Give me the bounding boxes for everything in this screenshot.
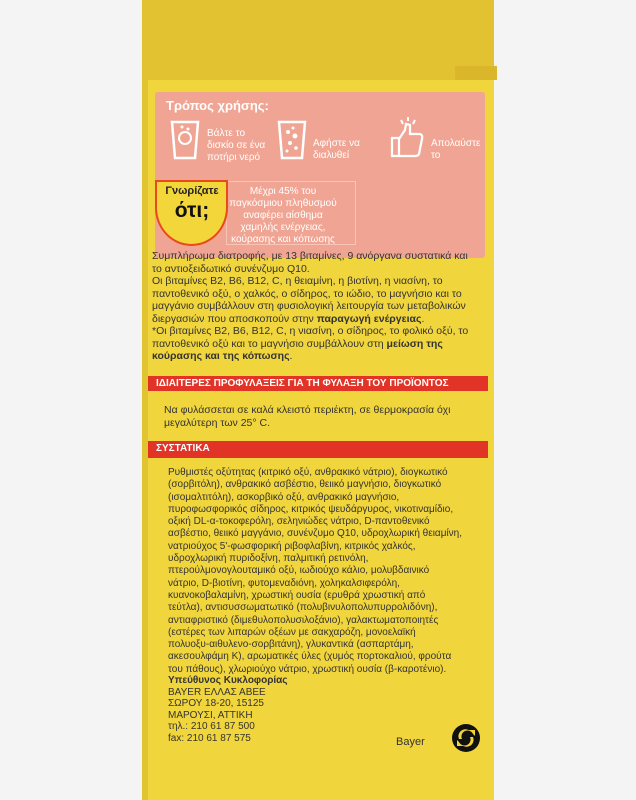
ingredient-line: Ρυθμιστές οξύτητας (κιτρικό οξύ, ανθρακικό νάτριο), διογκωτικό bbox=[168, 467, 448, 478]
ingredients-list bbox=[168, 467, 468, 676]
ingredient-line: του πάθους), χλωριούχο νάτριο, χρωστική ουσία (β-καροτένιο). bbox=[168, 663, 447, 675]
usage-title: Τρόπος χρήσης: bbox=[166, 98, 269, 113]
storage-text: Να φυλάσσεται σε καλά κλειστό περιέκτη, σε θερμοκρασία όχι μεγαλύτερη των 25° C. bbox=[164, 404, 451, 429]
step-2-text: Αφήστε να διαλυθεί bbox=[313, 138, 360, 161]
box-edge bbox=[142, 80, 148, 800]
ingredient-line: νατριούχος 5'-φωσφορική ριβοφλαβίνη, κιτρικός χαλκός, bbox=[168, 540, 416, 552]
step-3-text: Απολαύστε το bbox=[431, 138, 481, 161]
ingredient-line: πτερούλμονογλουταμικό οξύ, ιωδιούχο κάλιο, μολυβδαινικό bbox=[168, 565, 430, 577]
ingredient-line: (σορβιτόλη), ανθρακικό ασβέστιο, θειικό μαγνήσιο, διογκωτικό bbox=[168, 479, 442, 491]
ingredient-line: νάτριο, D-βιοτίνη, φυτομεναδιόνη, χοληκαλσιφερόλη, bbox=[168, 577, 400, 589]
responsible-info: Υπεύθυνος Κυκλοφορίας BAYER ΕΛΛΑΣ ΑΒΕΕ ΣΩΡΟΥ 18-20, 15125 ΜΑΡΟΥΣΙ, ΑΤΤΙΚΗ τηλ.: 210 61 87 500 fax: 210 61 87 575 bbox=[168, 675, 288, 744]
did-you-know-fact: Μέχρι 45% του παγκόσμιου πληθυσμού αναφέρει αίσθημα χαμηλής ενέργειας, κούρασης και κόπωσης bbox=[229, 186, 337, 245]
ingredient-line: κυανοκοβαλαμίνη, χρωστική ουσία (ερυθρά χρωστική από bbox=[168, 589, 426, 601]
glass-dissolving-icon bbox=[275, 118, 309, 165]
brand-name: Bayer bbox=[396, 736, 425, 748]
ingredient-line: πυροφωσφορικός σίδηρος, κιτρικός ψευδάργυρος, νικοτιναμίδιο, bbox=[168, 503, 454, 515]
box-tab bbox=[455, 66, 497, 80]
ingredient-line: αντιαφριστικό (διμεθυλοπολυσιλοξάνιο), γαλακτωματοποιητές bbox=[168, 614, 439, 626]
ingredient-line: ασβέστιο, θειικό μαγγάνιο, συνένζυμο Q10, υδροχλωρική θειαμίνη, bbox=[168, 528, 463, 540]
glass-water-tablet-icon bbox=[168, 118, 202, 165]
box-top-flap bbox=[142, 0, 494, 80]
ingredient-line: πολυοξυ-αιθυλενο-σορβιτάνη), γλυκαντικά (ασπαρτάμη, bbox=[168, 639, 414, 651]
ingredient-line: (ισομαλτιτόλη), ασκορβικό οξύ, ανθρακικό μαγνήσιο, bbox=[168, 491, 400, 503]
product-description: Συμπλήρωμα διατροφής, με 13 βιταμίνες, 9 ανόργανα συστατικά και το αντιοξειδωτικό συνένζυμο Q10. Οι βιταμίνες B2, B6, B12, C, η θειαμίνη, η βιοτίνη, η νιασίνη, το παντοθενικό οξύ, ο χαλκός, ο σίδηρος, το ιώδιο, το μαγνήσιο και το μαγγάνιο συμβάλλουν στη φυσιολογική λειτουργία των μεταβολικών διεργασιών που αποσκοπούν στην παραγωγή ενέργειας. *Οι βιταμίνες B2, B6, B12, C, η νιασίνη, ο σίδηρος, το φολικό οξύ, το παντοθενικό οξύ και το μαγνήσιο συμβάλλουν στη μείωση της κούρασης και της κόπωσης. bbox=[152, 250, 469, 362]
ingredient-line: υδροχλωρική πυριδοξίνη, παλμιτική ρετινόλη, bbox=[168, 553, 369, 565]
ingredient-line: τεύτλα), αντισυσσωματωτικό (πολυβινυλοπολυπυρρολιδόνη), bbox=[168, 602, 438, 614]
did-you-know-question: ότι; bbox=[174, 199, 210, 222]
thumbs-up-icon bbox=[388, 116, 426, 165]
did-you-know-label: Γνωρίζατε bbox=[165, 185, 219, 197]
ingredient-line: ακεσουλφάμη Κ), αρωματικές ύλες (χυμός πορτοκαλιού, φρούτα bbox=[168, 651, 452, 663]
ingredient-line: οξική DL-α-τοκοφερόλη, σεληνιώδες νάτριο, D-παντοθενικό bbox=[168, 516, 430, 528]
ingredients-heading: ΣΥΣΤΑΤΙΚΑ bbox=[148, 441, 488, 456]
step-1-text: Βάλτε το δισκίο σε ένα ποτήρι νερό bbox=[207, 128, 266, 163]
ingredients-divider bbox=[148, 456, 488, 458]
recycle-icon bbox=[451, 723, 481, 753]
ingredient-line: (εστέρες των λιπαρών οξέων με σακχαρόζη, μονοελαϊκή bbox=[168, 626, 416, 638]
storage-heading: ΙΔΙΑΙΤΕΡΕΣ ΠΡΟΦΥΛΑΞΕΙΣ ΓΙΑ ΤΗ ΦΥΛΑΞΗ ΤΟΥ ΠΡΟΪΟΝΤΟΣ bbox=[148, 376, 488, 391]
